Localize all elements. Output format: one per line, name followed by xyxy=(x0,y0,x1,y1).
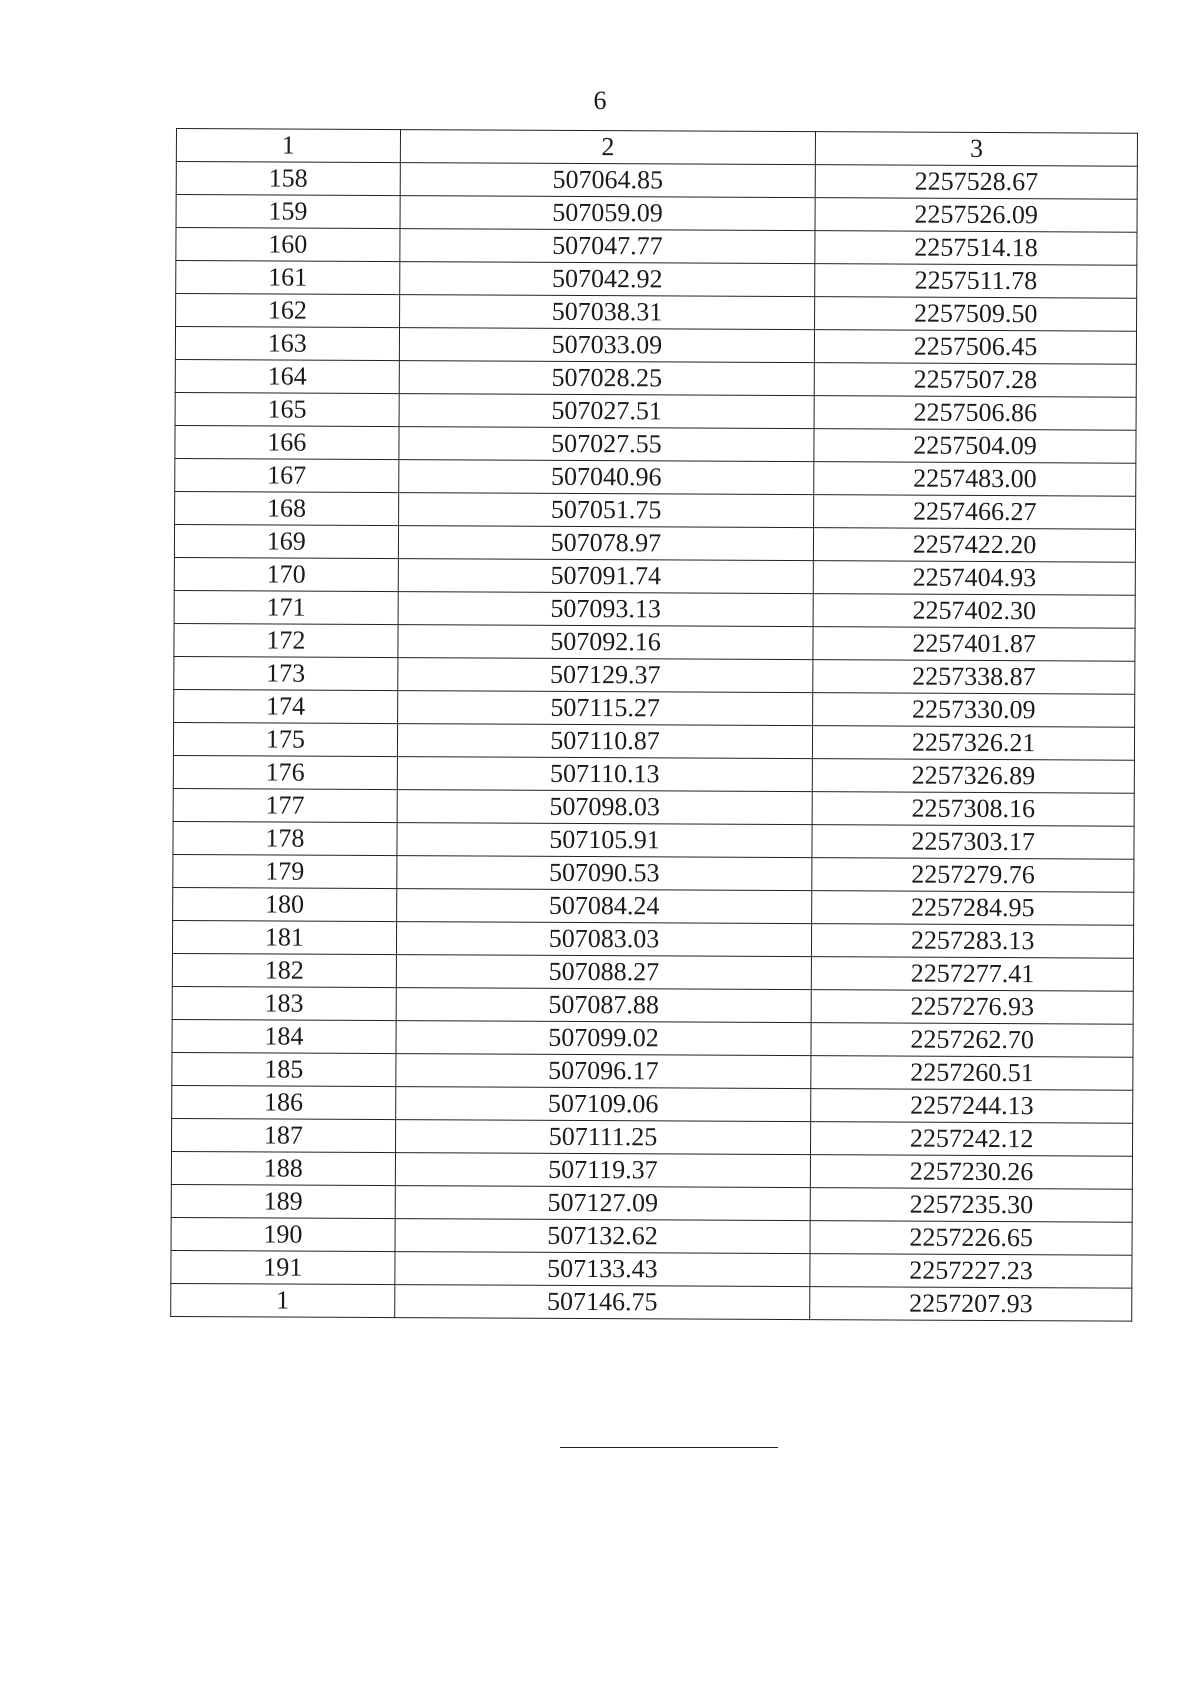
cell-point-number: 175 xyxy=(173,722,397,756)
cell-y-coordinate: 2257526.09 xyxy=(815,198,1137,233)
cell-x-coordinate: 507051.75 xyxy=(398,493,814,528)
cell-x-coordinate: 507111.25 xyxy=(395,1120,811,1155)
cell-y-coordinate: 2257506.86 xyxy=(814,396,1136,431)
cell-x-coordinate: 507038.31 xyxy=(399,295,815,330)
table-row xyxy=(174,590,1135,628)
cell-x-coordinate: 507027.55 xyxy=(399,427,815,462)
cell-point-number: 187 xyxy=(171,1118,395,1152)
table-row xyxy=(171,1283,1132,1321)
table-row xyxy=(173,788,1134,826)
cell-point-number: 163 xyxy=(175,327,399,361)
table-header-row xyxy=(176,129,1137,167)
cell-point-number: 182 xyxy=(172,953,396,987)
cell-x-coordinate: 507059.09 xyxy=(400,196,816,231)
cell-x-coordinate: 507119.37 xyxy=(395,1153,811,1188)
cell-y-coordinate: 2257507.28 xyxy=(814,363,1136,398)
cell-y-coordinate: 2257511.78 xyxy=(815,264,1137,299)
cell-point-number: 191 xyxy=(171,1250,395,1284)
cell-y-coordinate: 2257260.51 xyxy=(811,1056,1133,1091)
cell-x-coordinate: 507105.91 xyxy=(397,823,813,858)
cell-x-coordinate: 507064.85 xyxy=(400,163,816,198)
table-row xyxy=(175,392,1136,430)
cell-x-coordinate: 507109.06 xyxy=(395,1087,811,1122)
cell-point-number: 170 xyxy=(174,557,398,591)
column-header-x: 2 xyxy=(400,130,816,165)
cell-x-coordinate: 507084.24 xyxy=(396,889,812,924)
cell-point-number: 171 xyxy=(174,590,398,624)
table-row xyxy=(176,261,1137,299)
cell-y-coordinate: 2257422.20 xyxy=(814,528,1136,563)
cell-x-coordinate: 507099.02 xyxy=(396,1021,812,1056)
cell-x-coordinate: 507033.09 xyxy=(399,328,815,363)
cell-x-coordinate: 507129.37 xyxy=(397,658,813,693)
cell-x-coordinate: 507088.27 xyxy=(396,955,812,990)
cell-point-number: 158 xyxy=(176,162,400,196)
cell-y-coordinate: 2257514.18 xyxy=(815,231,1137,266)
cell-x-coordinate: 507098.03 xyxy=(397,790,813,825)
cell-x-coordinate: 507078.97 xyxy=(398,526,814,561)
table-row xyxy=(173,755,1134,793)
table-row xyxy=(174,623,1135,661)
cell-point-number: 186 xyxy=(172,1085,396,1119)
cell-x-coordinate: 507115.27 xyxy=(397,691,813,726)
cell-x-coordinate: 507047.77 xyxy=(400,229,816,264)
cell-x-coordinate: 507146.75 xyxy=(394,1285,810,1320)
table-row xyxy=(175,359,1136,397)
cell-y-coordinate: 2257230.26 xyxy=(811,1155,1133,1190)
table-row xyxy=(173,854,1134,892)
table-row xyxy=(171,1217,1132,1255)
cell-point-number: 184 xyxy=(172,1019,396,1053)
table-row xyxy=(171,1151,1132,1189)
cell-point-number: 172 xyxy=(174,623,398,657)
cell-y-coordinate: 2257326.89 xyxy=(813,759,1135,794)
cell-point-number: 160 xyxy=(176,228,400,262)
cell-x-coordinate: 507133.43 xyxy=(395,1252,811,1287)
cell-point-number: 159 xyxy=(176,195,400,229)
table-row xyxy=(173,722,1134,760)
cell-point-number: 188 xyxy=(171,1151,395,1185)
table-row xyxy=(176,228,1137,266)
cell-point-number: 179 xyxy=(173,854,397,888)
cell-x-coordinate: 507027.51 xyxy=(399,394,815,429)
cell-x-coordinate: 507127.09 xyxy=(395,1186,811,1221)
cell-point-number: 166 xyxy=(175,425,399,459)
table-row xyxy=(172,920,1133,958)
cell-point-number: 164 xyxy=(175,359,399,393)
table-row xyxy=(175,458,1136,496)
cell-point-number: 167 xyxy=(175,458,399,492)
cell-y-coordinate: 2257279.76 xyxy=(812,858,1134,893)
cell-x-coordinate: 507042.92 xyxy=(399,262,815,297)
cell-y-coordinate: 2257402.30 xyxy=(813,594,1135,629)
cell-x-coordinate: 507096.17 xyxy=(396,1054,812,1089)
cell-point-number: 177 xyxy=(173,788,397,822)
cell-x-coordinate: 507028.25 xyxy=(399,361,815,396)
table-row xyxy=(174,524,1135,562)
cell-point-number: 185 xyxy=(172,1052,396,1086)
cell-y-coordinate: 2257528.67 xyxy=(815,165,1137,200)
cell-y-coordinate: 2257207.93 xyxy=(810,1287,1132,1322)
table-row xyxy=(174,689,1135,727)
cell-y-coordinate: 2257284.95 xyxy=(812,891,1134,926)
table-row xyxy=(176,162,1137,200)
cell-y-coordinate: 2257404.93 xyxy=(813,561,1135,596)
cell-point-number: 1 xyxy=(171,1283,395,1317)
table-row xyxy=(175,327,1136,365)
footer-rule xyxy=(560,1447,778,1448)
table-row xyxy=(172,1085,1133,1123)
cell-x-coordinate: 507093.13 xyxy=(398,592,814,627)
table-row xyxy=(173,887,1134,925)
table-row xyxy=(173,821,1134,859)
page-number: 6 xyxy=(593,86,607,115)
column-header-point-number: 1 xyxy=(176,129,400,163)
column-header-y: 3 xyxy=(816,132,1138,167)
table-row xyxy=(172,1052,1133,1090)
cell-y-coordinate: 2257244.13 xyxy=(811,1089,1133,1124)
cell-point-number: 176 xyxy=(173,755,397,789)
cell-x-coordinate: 507040.96 xyxy=(398,460,814,495)
cell-point-number: 168 xyxy=(175,491,399,525)
cell-y-coordinate: 2257466.27 xyxy=(814,495,1136,530)
table-row xyxy=(171,1250,1132,1288)
cell-y-coordinate: 2257506.45 xyxy=(815,330,1137,365)
cell-point-number: 178 xyxy=(173,821,397,855)
cell-y-coordinate: 2257504.09 xyxy=(814,429,1136,464)
cell-y-coordinate: 2257338.87 xyxy=(813,660,1135,695)
cell-x-coordinate: 507083.03 xyxy=(396,922,812,957)
table-row xyxy=(172,986,1133,1024)
cell-y-coordinate: 2257308.16 xyxy=(812,792,1134,827)
cell-y-coordinate: 2257483.00 xyxy=(814,462,1136,497)
cell-y-coordinate: 2257277.41 xyxy=(812,957,1134,992)
coordinates-table xyxy=(170,128,1138,1322)
cell-y-coordinate: 2257262.70 xyxy=(811,1023,1133,1058)
table-row xyxy=(176,294,1137,332)
cell-y-coordinate: 2257303.17 xyxy=(812,825,1134,860)
cell-x-coordinate: 507110.13 xyxy=(397,757,813,792)
cell-y-coordinate: 2257401.87 xyxy=(813,627,1135,662)
cell-x-coordinate: 507132.62 xyxy=(395,1219,811,1254)
cell-y-coordinate: 2257226.65 xyxy=(810,1221,1132,1256)
cell-y-coordinate: 2257242.12 xyxy=(811,1122,1133,1157)
table-row xyxy=(171,1118,1132,1156)
cell-point-number: 169 xyxy=(174,524,398,558)
cell-point-number: 190 xyxy=(171,1217,395,1251)
table-row xyxy=(176,195,1137,233)
table-row xyxy=(174,656,1135,694)
table-row xyxy=(172,953,1133,991)
cell-point-number: 161 xyxy=(176,261,400,295)
cell-point-number: 180 xyxy=(173,887,397,921)
cell-y-coordinate: 2257283.13 xyxy=(812,924,1134,959)
cell-point-number: 174 xyxy=(174,689,398,723)
cell-x-coordinate: 507090.53 xyxy=(397,856,813,891)
cell-point-number: 173 xyxy=(174,656,398,690)
cell-y-coordinate: 2257330.09 xyxy=(813,693,1135,728)
cell-x-coordinate: 507087.88 xyxy=(396,988,812,1023)
table-body xyxy=(171,162,1138,1322)
cell-point-number: 162 xyxy=(176,294,400,328)
cell-x-coordinate: 507092.16 xyxy=(398,625,814,660)
table-row xyxy=(174,557,1135,595)
table-row xyxy=(171,1184,1132,1222)
cell-y-coordinate: 2257326.21 xyxy=(813,726,1135,761)
cell-y-coordinate: 2257235.30 xyxy=(810,1188,1132,1223)
cell-y-coordinate: 2257276.93 xyxy=(811,990,1133,1025)
cell-point-number: 183 xyxy=(172,986,396,1020)
cell-x-coordinate: 507110.87 xyxy=(397,724,813,759)
table-row xyxy=(175,491,1136,529)
table-row xyxy=(175,425,1136,463)
cell-point-number: 165 xyxy=(175,392,399,426)
table-row xyxy=(172,1019,1133,1057)
cell-y-coordinate: 2257227.23 xyxy=(810,1254,1132,1289)
cell-x-coordinate: 507091.74 xyxy=(398,559,814,594)
cell-y-coordinate: 2257509.50 xyxy=(815,297,1137,332)
cell-point-number: 181 xyxy=(172,920,396,954)
cell-point-number: 189 xyxy=(171,1184,395,1218)
